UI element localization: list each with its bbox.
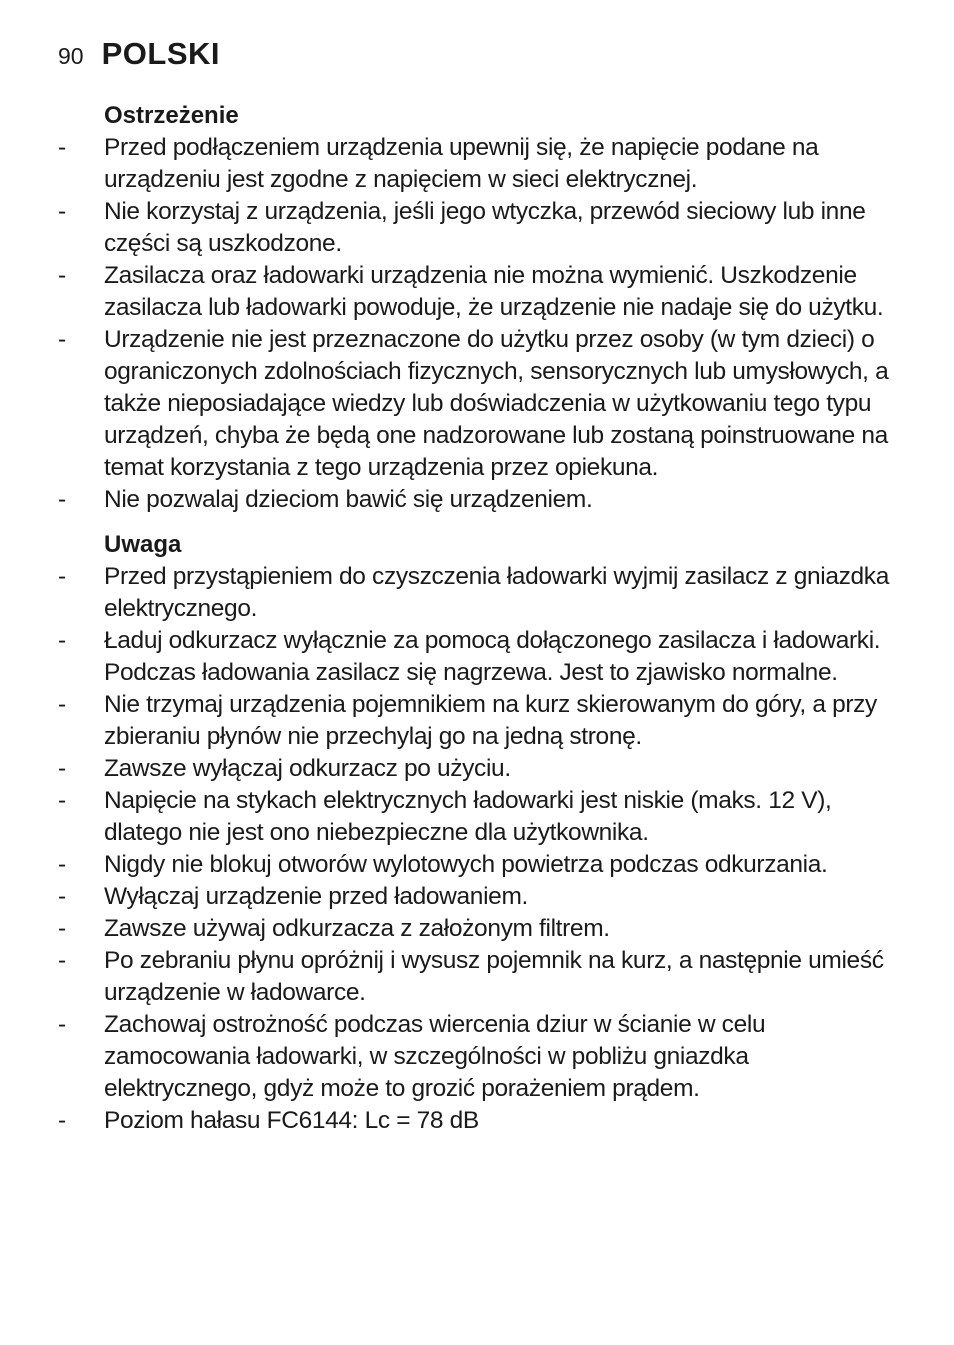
list-item bbox=[58, 1009, 898, 1105]
bullet-dash: - bbox=[58, 947, 66, 974]
bullet-dash: - bbox=[58, 1107, 66, 1134]
bullet-dash: - bbox=[58, 851, 66, 878]
bullet-dash: - bbox=[58, 883, 66, 910]
caution-list bbox=[58, 561, 898, 1137]
bullet-dash: - bbox=[58, 755, 66, 782]
list-item bbox=[58, 132, 898, 196]
list-item-text: Zasilacza oraz ładowarki urządzenia nie można wymienić. Uszkodzenie zasilacza lub ładowarki powoduje, że urządzenie nie nadaje się do użytku. bbox=[104, 262, 884, 321]
list-item-text: Po zebraniu płynu opróżnij i wysusz pojemnik na kurz, a następnie umieść urządzenie w ładowarce. bbox=[104, 947, 884, 1006]
list-item-text: Napięcie na stykach elektrycznych ładowarki jest niskie (maks. 12 V), dlatego nie jest ono niebezpieczne dla użytkownika. bbox=[104, 787, 832, 846]
list-item-text: Urządzenie nie jest przeznaczone do użytku przez osoby (w tym dzieci) o ograniczonych zdolnościach fizycznych, sensorycznych lub umysłowych, a także nieposiadające wiedzy lub doświadczenia w użytkowaniu tego typu urządzeń, chyba że będą one nadzorowane lub zostaną poinstruowane na temat korzystania z tego urządzenia przez opiekuna. bbox=[104, 326, 889, 481]
list-item bbox=[58, 324, 898, 484]
bullet-dash: - bbox=[58, 787, 66, 814]
bullet-dash: - bbox=[58, 915, 66, 942]
list-item bbox=[58, 689, 898, 753]
list-item bbox=[58, 484, 898, 516]
list-item bbox=[58, 196, 898, 260]
list-item bbox=[58, 913, 898, 945]
list-item bbox=[58, 849, 898, 881]
list-item bbox=[58, 561, 898, 625]
bullet-dash: - bbox=[58, 198, 66, 225]
list-item bbox=[58, 881, 898, 913]
bullet-dash: - bbox=[58, 691, 66, 718]
list-item-text: Poziom hałasu FC6144: Lc = 78 dB bbox=[104, 1107, 479, 1134]
list-item-text: Przed przystąpieniem do czyszczenia ładowarki wyjmij zasilacz z gniazdka elektrycznego. bbox=[104, 563, 889, 622]
bullet-dash: - bbox=[58, 134, 66, 161]
section-title-caution: Uwaga bbox=[104, 531, 182, 558]
page-number: 90 bbox=[58, 43, 84, 69]
list-item-text: Nie trzymaj urządzenia pojemnikiem na kurz skierowanym do góry, a przy zbieraniu płynów nie przechylaj go na jedną stronę. bbox=[104, 691, 877, 750]
bullet-dash: - bbox=[58, 262, 66, 289]
section-warning bbox=[58, 100, 898, 516]
warning-list bbox=[58, 132, 898, 516]
list-item bbox=[58, 260, 898, 324]
page-header bbox=[58, 36, 220, 72]
bullet-dash: - bbox=[58, 326, 66, 353]
page-content bbox=[58, 100, 898, 1150]
list-item-text: Wyłączaj urządzenie przed ładowaniem. bbox=[104, 883, 528, 910]
bullet-dash: - bbox=[58, 486, 66, 513]
list-item-text: Nie korzystaj z urządzenia, jeśli jego wtyczka, przewód sieciowy lub inne części są uszkodzone. bbox=[104, 198, 866, 257]
bullet-dash: - bbox=[58, 1011, 66, 1038]
list-item-text: Zawsze używaj odkurzacza z założonym filtrem. bbox=[104, 915, 610, 942]
list-item-text: Ładuj odkurzacz wyłącznie za pomocą dołączonego zasilacza i ładowarki. Podczas ładowania zasilacz się nagrzewa. Jest to zjawisko normalne. bbox=[104, 627, 881, 686]
section-caution bbox=[58, 529, 898, 1137]
page-language-title: POLSKI bbox=[101, 36, 220, 71]
list-item bbox=[58, 1105, 898, 1137]
list-item bbox=[58, 945, 898, 1009]
list-item bbox=[58, 753, 898, 785]
list-item-text: Nigdy nie blokuj otworów wylotowych powietrza podczas odkurzania. bbox=[104, 851, 828, 878]
list-item-text: Nie pozwalaj dzieciom bawić się urządzeniem. bbox=[104, 486, 593, 513]
list-item-text: Zachowaj ostrożność podczas wiercenia dziur w ścianie w celu zamocowania ładowarki, w szczególności w pobliżu gniazdka elektrycznego, gdyż może to grozić porażeniem prądem. bbox=[104, 1011, 766, 1102]
list-item bbox=[58, 625, 898, 689]
bullet-dash: - bbox=[58, 563, 66, 590]
section-title-warning: Ostrzeżenie bbox=[104, 102, 239, 129]
list-item-text: Zawsze wyłączaj odkurzacz po użyciu. bbox=[104, 755, 511, 782]
list-item-text: Przed podłączeniem urządzenia upewnij się, że napięcie podane na urządzeniu jest zgodne z napięciem w sieci elektrycznej. bbox=[104, 134, 819, 193]
list-item bbox=[58, 785, 898, 849]
bullet-dash: - bbox=[58, 627, 66, 654]
